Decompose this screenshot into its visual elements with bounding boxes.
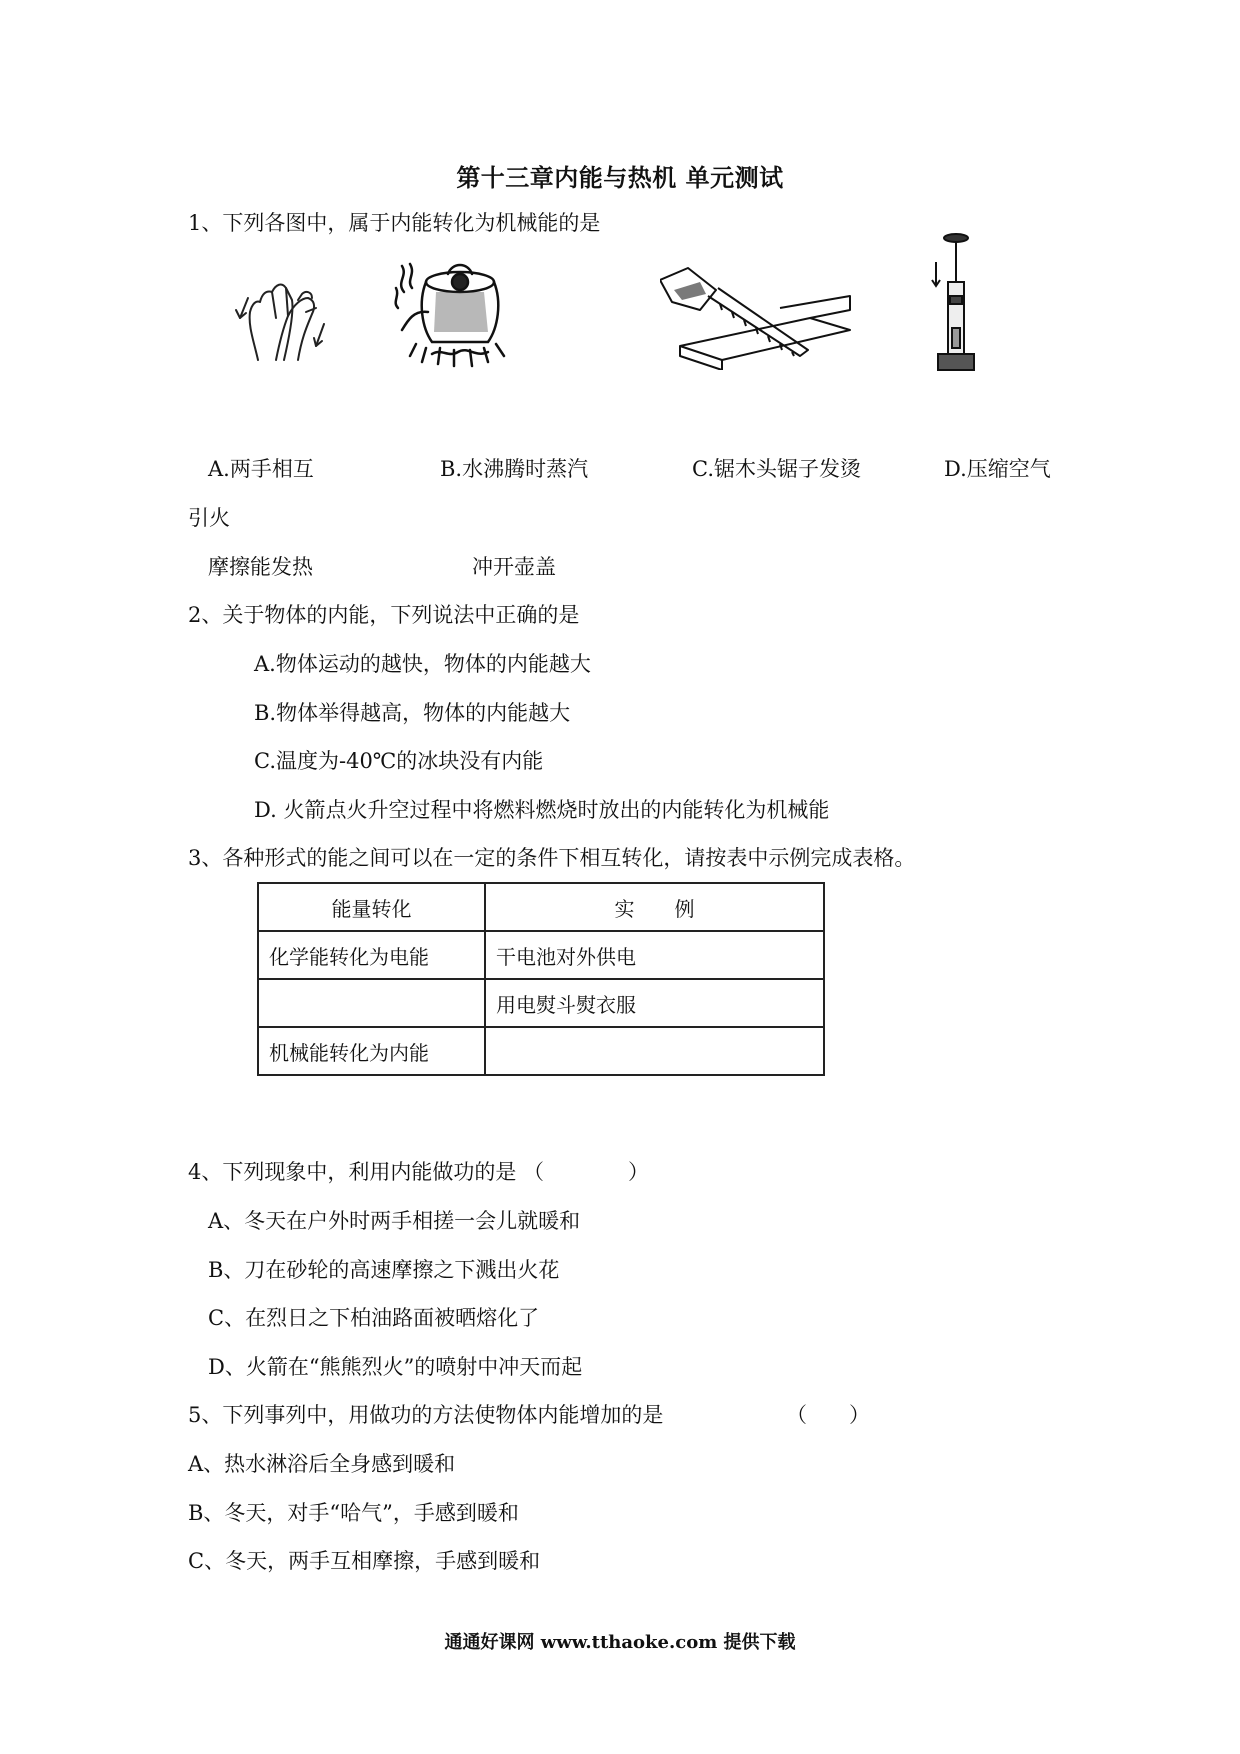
q2-option-a: A.物体运动的越快，物体的内能越大 <box>254 652 591 676</box>
q1-option-a: A.两手相互 <box>208 457 314 481</box>
table-cell: 机械能转化为内能 <box>258 1027 485 1075</box>
question-2-stem: 2、关于物体的内能，下列说法中正确的是 <box>188 603 580 627</box>
table-cell: 用电熨斗熨衣服 <box>485 979 824 1027</box>
q1-option-b-cont: 冲开壶盖 <box>472 555 556 579</box>
table-cell <box>258 979 485 1027</box>
question-1-figures <box>0 232 1240 392</box>
table-row <box>258 1027 824 1075</box>
question-5-stem: 5、下列事列中，用做功的方法使物体内能增加的是 <box>188 1403 664 1427</box>
q5-option-c: C、冬天，两手互相摩擦，手感到暖和 <box>188 1549 541 1573</box>
table-cell <box>485 1027 824 1075</box>
question-1-stem: 1、下列各图中，属于内能转化为机械能的是 <box>188 211 601 235</box>
sawing-wood-icon <box>660 260 860 370</box>
q5-option-a: A、热水淋浴后全身感到暖和 <box>188 1452 456 1476</box>
q2-option-c: C.温度为-40℃的冰块没有内能 <box>254 749 544 773</box>
q1-option-d-wrap: 引火 <box>188 506 230 530</box>
table-header-row <box>258 883 824 931</box>
q2-option-b: B.物体举得越高，物体的内能越大 <box>254 701 571 725</box>
table-cell: 化学能转化为电能 <box>258 931 485 979</box>
q5-option-b: B、冬天，对手“哈气”，手感到暖和 <box>188 1501 519 1525</box>
q1-option-a-cont: 摩擦能发热 <box>208 555 313 579</box>
q5-answer-blank: （ ） <box>786 1403 870 1427</box>
q1-option-b: B.水沸腾时蒸汽 <box>440 457 589 481</box>
q4-option-c: C、在烈日之下柏油路面被晒熔化了 <box>208 1306 540 1330</box>
q2-option-d: D. 火箭点火升空过程中将燃料燃烧时放出的内能转化为机械能 <box>254 798 830 822</box>
question-3-stem: 3、各种形式的能之间可以在一定的条件下相互转化，请按表中示例完成表格。 <box>188 846 916 870</box>
q4-option-a: A、冬天在户外时两手相搓一会儿就暖和 <box>208 1209 581 1233</box>
question-4-stem: 4、下列现象中，利用内能做功的是 （ ） <box>188 1160 650 1184</box>
q1-option-d: D.压缩空气 <box>944 457 1051 481</box>
table-header-cell: 能量转化 <box>258 883 485 931</box>
air-compression-syringe-icon <box>930 232 980 382</box>
energy-conversion-table <box>257 882 825 1076</box>
table-row <box>258 931 824 979</box>
table-row <box>258 979 824 1027</box>
hands-rubbing-icon <box>228 260 338 370</box>
q1-option-c: C.锯木头锯子发烫 <box>692 457 861 481</box>
table-header-cell: 实 例 <box>485 883 824 931</box>
boiling-kettle-icon <box>392 252 522 377</box>
q4-option-d: D、火箭在“熊熊烈火”的喷射中冲天而起 <box>208 1355 583 1379</box>
page-footer: 通通好课网 www.tthaoke.com 提供下载 <box>444 1632 796 1653</box>
page-title: 第十三章内能与热机 单元测试 <box>456 163 784 192</box>
q4-option-b: B、刀在砂轮的高速摩擦之下溅出火花 <box>208 1258 560 1282</box>
table-cell: 干电池对外供电 <box>485 931 824 979</box>
